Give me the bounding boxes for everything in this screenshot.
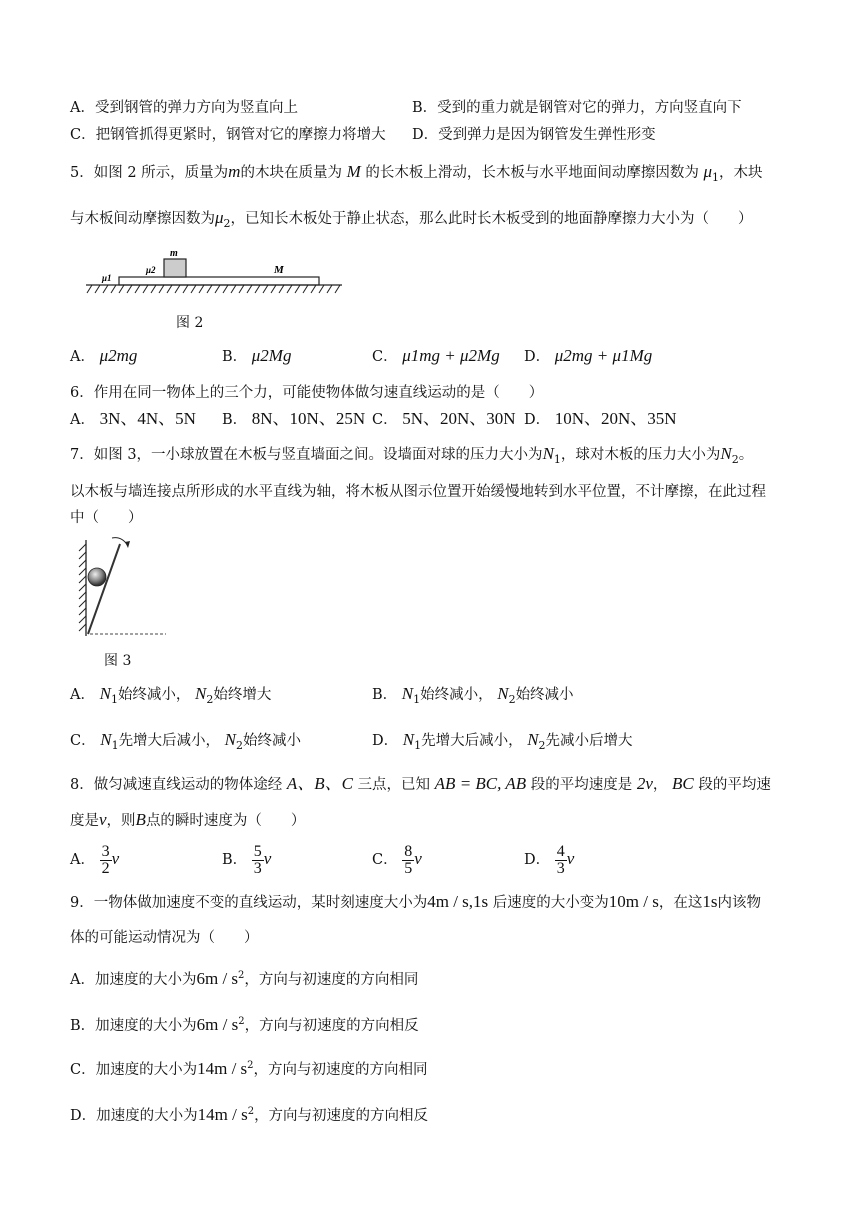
figure-3-caption: 图 3 xyxy=(104,653,132,669)
board xyxy=(88,544,120,634)
q7-option-c: C． $N_1$先增大后减小， $N_2$始终减小 xyxy=(70,730,302,752)
fig2-label-mu1: μ1 xyxy=(102,273,112,283)
q7-stem-line1: 7．如图 3，一小球放置在木板与竖直墙面之间。设墙面对球的压力大小为$N_1$，球对木板的压力大小为$N_2$。 xyxy=(70,444,754,466)
rotation-arrowhead xyxy=(125,541,130,548)
q6-option-b: B． 8N、10N、25N xyxy=(222,409,366,428)
q6-option-d: D． 10N、20N、35N xyxy=(524,409,677,428)
figure-3 xyxy=(76,530,176,640)
q5-stem-line1: 5．如图 2 所示，质量为m的木块在质量为 M 的长木板上滑动，长木板与水平地面间动摩擦因数为 $\mu_1$，木块 xyxy=(70,162,763,184)
q7-stem-line3: 中（ ） xyxy=(70,510,143,526)
ball xyxy=(88,568,106,586)
wall-hatch xyxy=(79,544,86,631)
figure-2-caption: 图 2 xyxy=(176,315,204,331)
figure-2 xyxy=(86,246,342,296)
q7-option-a: A． $N_1$始终减小， $N_2$始终增大 xyxy=(70,684,272,706)
q6-stem: 6．作用在同一物体上的三个力，可能使物体做匀速直线运动的是（ ） xyxy=(70,385,544,401)
ground-hatch xyxy=(87,285,340,293)
q5-option-d: D． μ2mg + μ1Mg xyxy=(524,346,653,365)
fig2-label-M: M xyxy=(274,264,284,276)
q8-stem-line2: 度是v，则B点的瞬时速度为（ ） xyxy=(70,810,306,829)
q7-stem-line2: 以木板与墙连接点所形成的水平直线为轴，将木板从图示位置开始缓慢地转到水平位置，不计摩擦，在此过程 xyxy=(70,484,766,500)
q8-stem-line1: 8．做匀减速直线运动的物体途经 A、B、C 三点，已知 AB = BC, AB 段的平均速度是 2v， BC 段的平均速 xyxy=(70,774,771,793)
long-board xyxy=(119,277,319,285)
q8-option-b: B． $\frac{5}{3}$ v xyxy=(222,842,272,877)
q8-option-a: A． $\frac{3}{2}$ v xyxy=(70,842,120,877)
q8-option-d: D． $\frac{4}{3}$ v xyxy=(524,842,575,877)
q7-option-d: D． $N_1$先增大后减小， $N_2$先减小后增大 xyxy=(372,730,633,752)
q4-option-a: A．受到钢管的弹力方向为竖直向上 xyxy=(70,100,298,116)
q6-option-c: C． 5N、20N、30N xyxy=(372,409,516,428)
q4-option-c: C．把钢管抓得更紧时，钢管对它的摩擦力将增大 xyxy=(70,127,386,143)
q4-option-d: D．受到弹力是因为钢管发生弹性形变 xyxy=(412,127,656,143)
q5-stem-line2: 与木板间动摩擦因数为$\mu_2$，已知长木板处于静止状态，那么此时长木板受到的地面静摩擦力大小为（ ） xyxy=(70,208,753,230)
q5-option-c: C． μ1mg + μ2Mg xyxy=(372,346,500,365)
q6-option-a: A． 3N、4N、5N xyxy=(70,409,196,428)
q9-option-a: A．加速度的大小为$6m / s^2$，方向与初速度的方向相同 xyxy=(70,968,419,988)
q9-stem-line1: 9．一物体做加速度不变的直线运动，某时刻速度大小为4m / s,1s 后速度的大小变为10m / s，在这1s内该物 xyxy=(70,892,761,911)
fig2-label-mu2: μ2 xyxy=(146,265,156,275)
q9-option-b: B．加速度的大小为$6m / s^2$，方向与初速度的方向相反 xyxy=(70,1014,419,1034)
q4-option-b: B．受到的重力就是钢管对它的弹力，方向竖直向下 xyxy=(412,100,742,116)
q9-option-c: C．加速度的大小为$14m / s^2$，方向与初速度的方向相同 xyxy=(70,1058,428,1078)
q5-option-a: A． μ2mg xyxy=(70,346,138,365)
q9-stem-line2: 体的可能运动情况为（ ） xyxy=(70,930,259,946)
q7-option-b: B． $N_1$始终减小， $N_2$始终减小 xyxy=(372,684,574,706)
q5-option-b: B． μ2Mg xyxy=(222,346,292,365)
q8-option-c: C． $\frac{8}{5}$ v xyxy=(372,842,422,877)
fig2-label-m: m xyxy=(170,248,178,259)
small-block xyxy=(164,259,186,277)
q9-option-d: D．加速度的大小为$14m / s^2$，方向与初速度的方向相反 xyxy=(70,1104,429,1124)
